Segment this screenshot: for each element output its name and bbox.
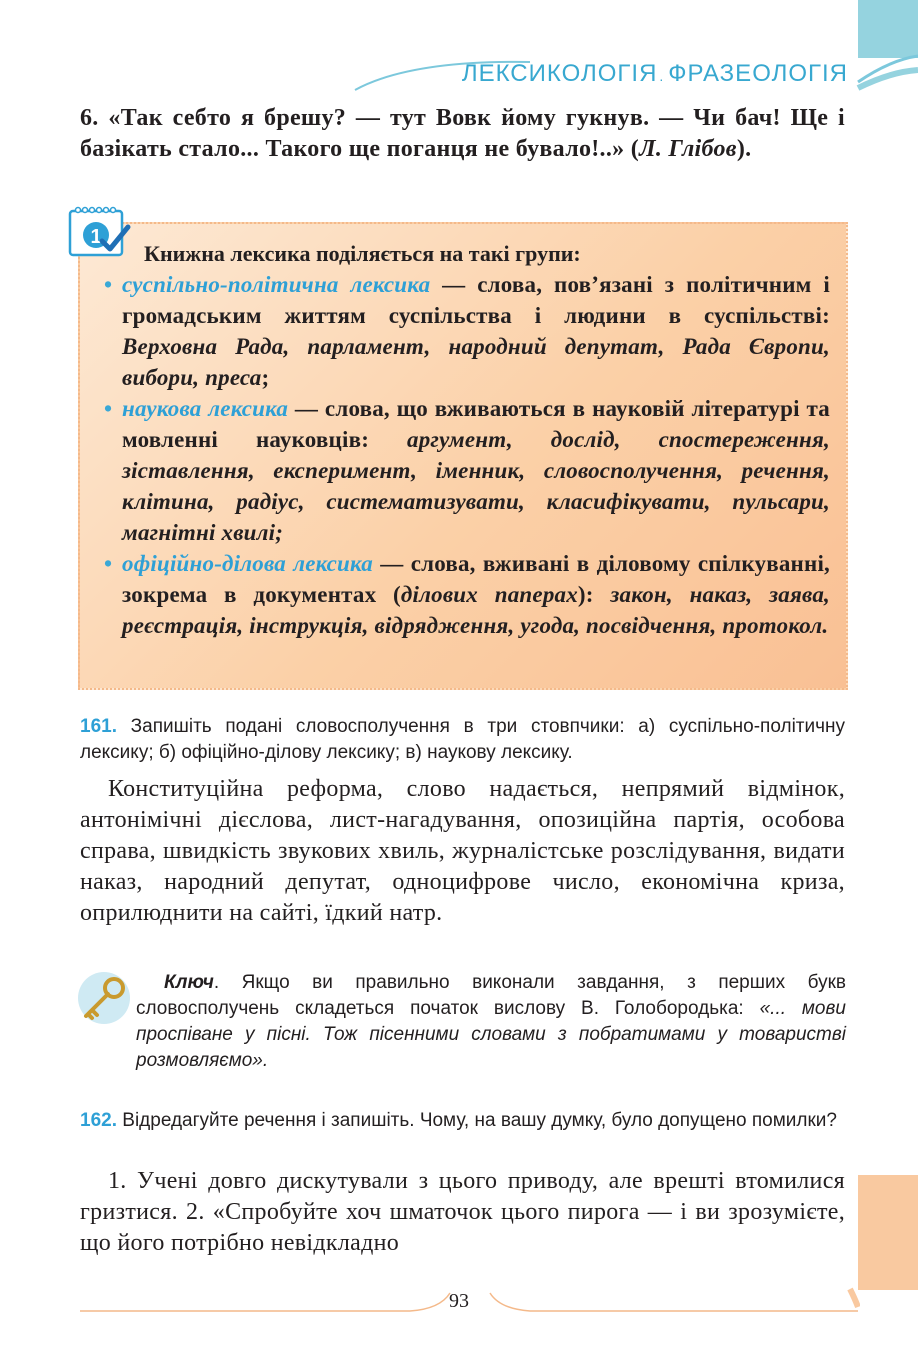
key-quote: «... мови проспіване у пісні. Тож пісенними словами з побратимами у товаристві розмовляємо». xyxy=(136,998,846,1071)
rule-definition: — слова, пов’язані з політичним і громадським життям суспільства і людини в суспільстві: xyxy=(122,272,830,328)
phrases-paragraph: Конституційна реформа, слово надається, непрямий відмінок, антонімічні дієслова, лист-нагадування, опозиційна партія, особова справа, швидкість звукових хвиль, журналістське розслідування, видати наказ, народний депутат, одноцифрове число, економічна криза, оприлюднити на сайті, їдкий натр. xyxy=(80,776,845,926)
rule-examples: Верховна Рада, парламент, народний депутат, Рада Європи, вибори, преса xyxy=(122,334,830,390)
rule-item-social-political xyxy=(98,269,830,393)
header-title-separator: . xyxy=(659,68,665,84)
exercise-6-author: Л. Глібов xyxy=(639,136,737,162)
task-162-number: 162. xyxy=(80,1110,117,1131)
key-text: . Якщо ви правильно виконали завдання, з перших букв словосполучень складеться початок вислову В. Голобородька: xyxy=(136,972,846,1019)
rule-icon-number: 1 xyxy=(90,226,102,248)
key-icon xyxy=(76,970,134,1026)
exercise-6-number: 6. xyxy=(80,105,99,131)
rule-term: суспільно-політична лексика xyxy=(122,272,431,297)
task-161 xyxy=(80,714,845,766)
task-162-text: Відредагуйте речення і запишіть. Чому, на вашу думку, було допущено помилки? xyxy=(122,1110,837,1131)
rule-term: наукова лексика xyxy=(122,396,289,421)
rule-intro: Книжна лексика поділяється на такі групи: xyxy=(144,241,581,266)
bullet-icon: • xyxy=(104,551,113,576)
rule-item-scientific xyxy=(98,393,830,548)
author-paren-open: ( xyxy=(630,136,640,162)
rule-paren-term: ділових паперах xyxy=(400,582,578,607)
rule-examples: аргумент, дослід, спостереження, зіставлення, експеримент, іменник, словосполучення, речення, клітина, радіус, систематизувати, класифікувати, пульсари, магнітні хвилі; xyxy=(122,427,830,545)
page-number: 93 xyxy=(449,1290,469,1312)
rule-item-end: ; xyxy=(261,365,270,390)
side-margin-band xyxy=(858,1175,918,1290)
rule-definition: — слова, що вживаються в науковій літературі та мовленні науковців: xyxy=(122,396,830,452)
section-header-title xyxy=(462,60,848,88)
task-161-number: 161. xyxy=(80,716,117,737)
rule-definition-cont: ): xyxy=(577,582,611,607)
key-label: Ключ xyxy=(164,972,214,993)
task-162 xyxy=(80,1108,845,1134)
rule-definition: — слова, вживані в діловому спілкуванні, зокрема в документах ( xyxy=(122,551,830,607)
exercise-162-text: 1. Учені довго дискутували з цього приводу, але врешті втомилися гризтися. 2. «Спробуйте хоч шматочок цього пирога — і ви зрозумієте, що його потрібно невідкладно xyxy=(80,1168,845,1256)
rule-term: офіційно-ділова лексика xyxy=(122,551,374,576)
header-corner-tab xyxy=(858,0,918,58)
key-block xyxy=(136,970,846,1074)
task-161-text: Запишіть подані словосполучення в три стовпчики: а) суспільно-політичну лексику; б) офіційно-ділову лексику; в) наукову лексику. xyxy=(80,716,845,763)
rule-content xyxy=(98,238,830,641)
bullet-icon: • xyxy=(104,396,113,421)
header-title-part2: ФРАЗЕОЛОГІЯ xyxy=(668,60,848,87)
bullet-icon: • xyxy=(104,272,113,297)
rule-item-official-business xyxy=(98,548,830,641)
author-paren-close: ). xyxy=(736,136,752,162)
rule-examples: закон, наказ, заява, реєстрація, інструкція, відрядження, угода, посвідчення, протокол. xyxy=(122,582,830,638)
exercise-6-text: «Так себто я брешу? — тут Вовк йому гукнув. — Чи бач! Ще і базікать стало... Такого ще поганця не бувало!..» xyxy=(80,105,845,162)
header-title-part1: ЛЕКСИКОЛОГІЯ xyxy=(461,60,658,87)
exercise-6 xyxy=(80,103,845,165)
